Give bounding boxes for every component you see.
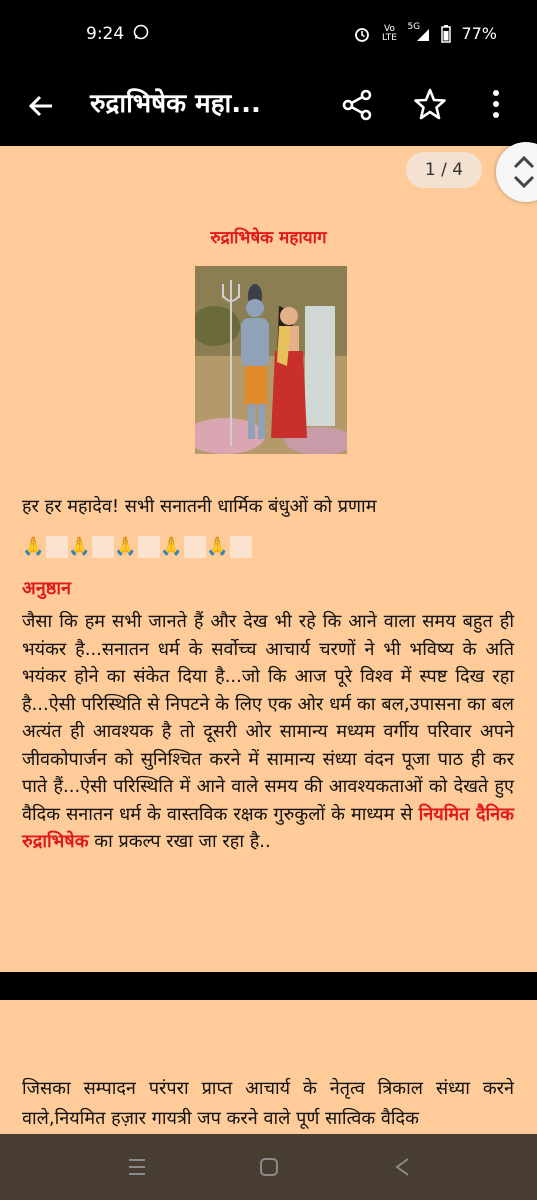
section-subheading: अनुष्ठान: [22, 578, 71, 599]
folded-hands-emoji: 🙏: [22, 536, 45, 557]
greeting-text: हर हर महादेव! सभी सनातनी धार्मिक बंधुओं को प्रणाम: [22, 496, 377, 517]
back-nav-icon[interactable]: [392, 1156, 414, 1178]
system-navigation-bar: [0, 1134, 537, 1200]
folded-hands-emoji: 🙏: [114, 536, 137, 557]
home-icon[interactable]: [258, 1156, 280, 1178]
whatsapp-icon: [133, 24, 149, 40]
folded-hands-emoji: 🙏: [206, 536, 229, 557]
paragraph-body: जैसा कि हम सभी जानते हैं और देख भी रहे कि आने वाला समय बहुत ही भयंकर है...सनातन धर्म के सर्वोच्च आचार्य चरणों ने भी भविष्य के अति भयंकर होने का संकेत दिया है...जो कि आज पूरे विश्व में स्पष्ट दिख रहा है...ऐसी परिस्थिति से निपटने के लिए एक ओर धर्म का बल,उपासना का बल अत्यंत ही आवश्यक है तो दूसरी ओर सामान्य मध्यम वर्गीय परिवार अपने जीवकोपार्जन को सुनिश्चित करने में सामान्य संध्या वंदन पूजा पाठ ही कर पाते हैं...ऐसी परिस्थिति में आने वाले समय की आवश्यकताओं को देखते हुए वैदिक सनातन धर्म के वास्तविक रक्षक गुरुकुलों के माध्यम से: [22, 611, 514, 825]
battery-icon: [441, 25, 451, 43]
paragraph-tail: का प्रकल्प रखा जा रहा है..: [88, 831, 271, 852]
network-type: 5G: [407, 21, 421, 32]
signal-icon: [407, 21, 431, 43]
page-counter: 1 / 4: [406, 152, 482, 188]
more-options-icon[interactable]: [484, 86, 508, 122]
star-icon[interactable]: [412, 86, 448, 122]
document-title: रुद्राभिषेक महा...: [90, 89, 261, 119]
folded-hands-row: [22, 536, 252, 558]
folded-hands-emoji: 🙏: [68, 536, 91, 557]
main-paragraph: [22, 608, 514, 856]
highlighted-phrase: नियमित दैनिक रुद्राभिषेक: [22, 803, 514, 852]
document-heading: रुद्राभिषेक महायाग: [210, 228, 327, 248]
battery-level: 77%: [461, 24, 497, 43]
alarm-icon: [353, 25, 371, 43]
status-time: 9:24: [86, 24, 125, 44]
shiva-parvati-illustration: [195, 266, 347, 454]
next-page-paragraph: जिसका सम्पादन परंपरा प्राप्त आचार्य के नेतृत्व त्रिकाल संध्या करने वाले,नियमित हज़ार गायत्री जप करने वाले पूर्ण सात्विक वैदिक: [22, 1078, 514, 1129]
volte-indicator: Vo LTE: [381, 23, 397, 43]
app-bar: [0, 68, 537, 146]
recent-apps-icon[interactable]: [126, 1156, 148, 1178]
status-bar: [0, 0, 537, 68]
back-arrow-icon[interactable]: [26, 90, 58, 122]
share-icon[interactable]: [340, 88, 374, 122]
folded-hands-emoji: 🙏: [160, 536, 183, 557]
scroll-arrows-icon: [510, 152, 537, 192]
